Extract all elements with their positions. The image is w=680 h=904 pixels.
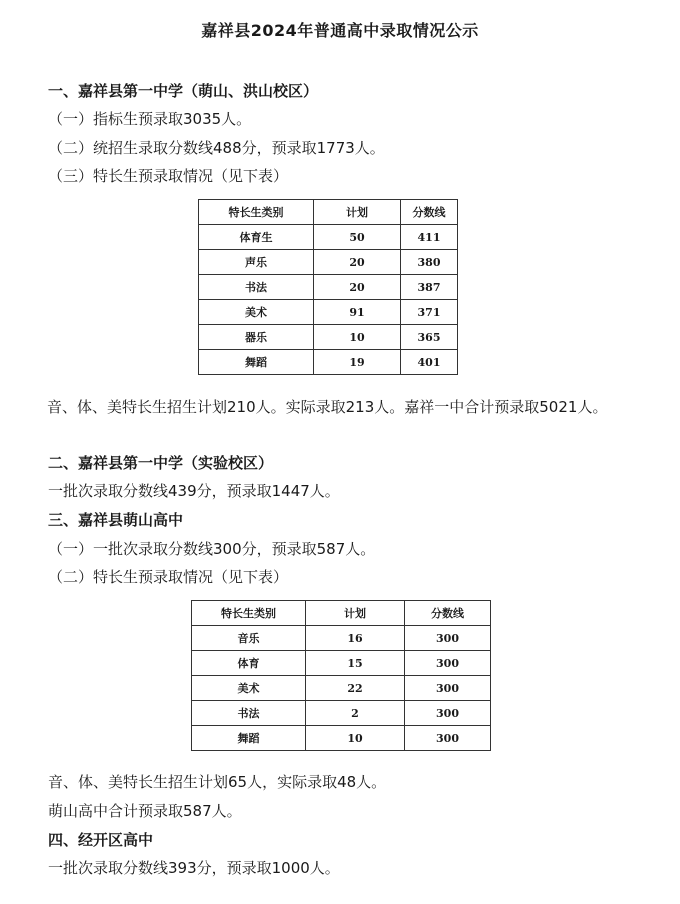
table-header-cell: 特长生类别 [199,200,314,225]
table-row [199,250,458,275]
section-3-heading: 三、嘉祥县萌山高中 [48,511,184,529]
table-header-row [192,601,491,626]
table-cell: 10 [306,726,405,751]
section-1-line-2: （二）统招生录取分数线488分，预录取1773人。 [48,139,385,157]
table-cell: 体育生 [199,225,314,250]
section-2-heading: 二、嘉祥县第一中学（实验校区） [48,454,274,472]
table-cell: 365 [401,325,458,350]
table-cell: 371 [401,300,458,325]
table-header-cell: 计划 [314,200,401,225]
table-cell: 411 [401,225,458,250]
table-cell: 美术 [192,676,306,701]
page-title: 嘉祥县2024年普通高中录取情况公示 [201,21,479,40]
table-cell: 22 [306,676,405,701]
table-row [199,225,458,250]
table-header-cell: 分数线 [405,601,491,626]
table-cell: 300 [405,701,491,726]
section-3-line-1: （一）一批次录取分数线300分，预录取587人。 [48,540,376,558]
table-row [192,726,491,751]
table-cell: 50 [314,225,401,250]
table-row [199,350,458,375]
table-cell: 美术 [199,300,314,325]
table-cell: 书法 [192,701,306,726]
table-row [192,701,491,726]
section-1-heading: 一、嘉祥县第一中学（萌山、洪山校区） [48,82,319,100]
section-4-heading: 四、经开区高中 [48,831,154,849]
section-4-line-1: 一批次录取分数线393分，预录取1000人。 [48,859,340,877]
table-cell: 10 [314,325,401,350]
table-row [199,300,458,325]
table-cell: 音乐 [192,626,306,651]
table-cell: 舞蹈 [199,350,314,375]
section-2-line-1: 一批次录取分数线439分，预录取1447人。 [48,482,340,500]
table-row [199,325,458,350]
table-cell: 16 [306,626,405,651]
table-cell: 舞蹈 [192,726,306,751]
table-cell: 300 [405,626,491,651]
section-1-line-3: （三）特长生预录取情况（见下表） [48,167,289,185]
table-cell: 19 [314,350,401,375]
table-cell: 300 [405,676,491,701]
table-cell: 2 [306,701,405,726]
table-header-row [199,200,458,225]
table-header-cell: 分数线 [401,200,458,225]
table-cell: 20 [314,250,401,275]
table-cell: 300 [405,726,491,751]
specialty-table-2 [191,600,491,751]
section-3-note-2: 萌山高中合计预录取587人。 [48,802,242,820]
table-header-cell: 特长生类别 [192,601,306,626]
table-cell: 器乐 [199,325,314,350]
table-row [192,651,491,676]
table-cell: 书法 [199,275,314,300]
table-cell: 380 [401,250,458,275]
specialty-table-1 [198,199,458,375]
table-row [192,676,491,701]
section-3-line-2: （二）特长生预录取情况（见下表） [48,568,289,586]
table-cell: 15 [306,651,405,676]
table-cell: 20 [314,275,401,300]
table-header-cell: 计划 [306,601,405,626]
table-cell: 401 [401,350,458,375]
table-cell: 300 [405,651,491,676]
section-1-note: 音、体、美特长生招生计划210人。实际录取213人。嘉祥一中合计预录取5021人。 [47,398,608,416]
table-row [199,275,458,300]
table-row [192,626,491,651]
table-cell: 体育 [192,651,306,676]
table-cell: 387 [401,275,458,300]
section-1-line-1: （一）指标生预录取3035人。 [48,110,252,128]
section-3-note-1: 音、体、美特长生招生计划65人，实际录取48人。 [48,773,387,791]
table-cell: 声乐 [199,250,314,275]
table-cell: 91 [314,300,401,325]
